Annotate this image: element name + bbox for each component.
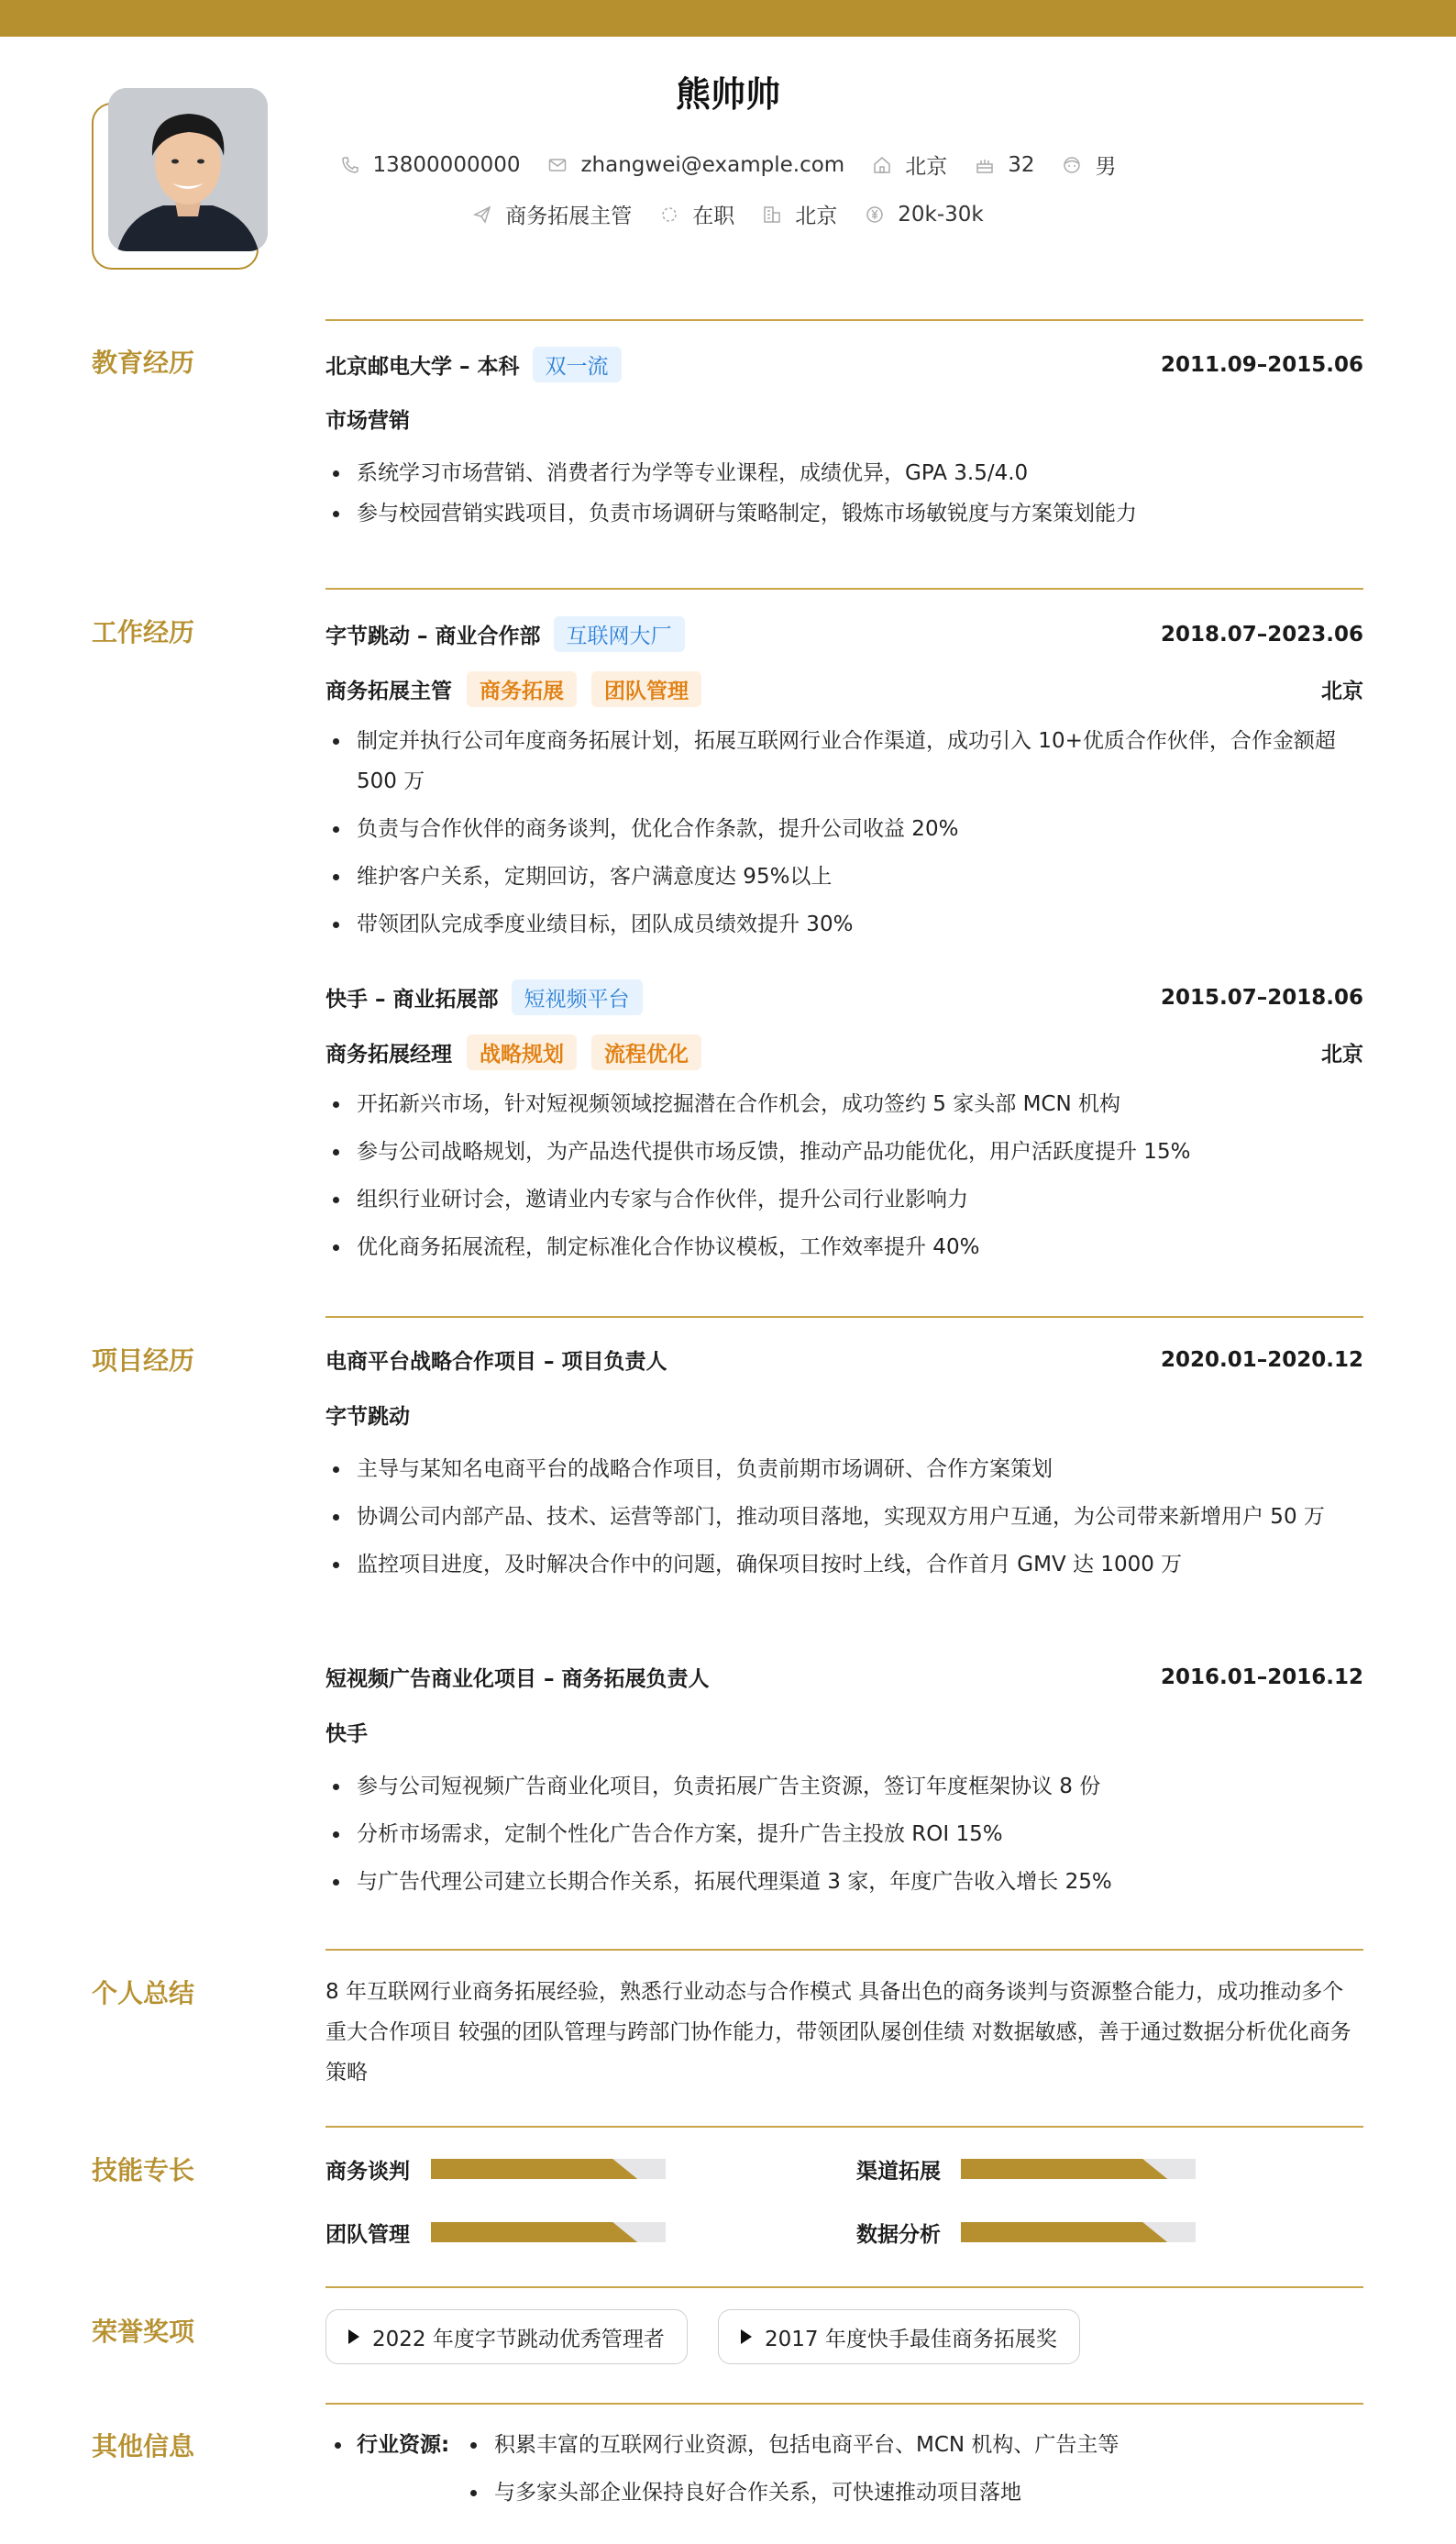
section-divider (325, 1949, 1363, 1951)
skill-fill (431, 2159, 637, 2179)
section-title-summary: 个人总结 (92, 1978, 195, 2008)
gender-item: 男 (1062, 149, 1116, 180)
project-org: 快手 (325, 1722, 368, 1746)
project-period: 2020.01–2020.12 (1160, 1347, 1363, 1372)
list-item: 维护客户关系，定期回访，客户满意度达 95%以上 (325, 857, 1363, 897)
project-header (325, 1662, 1363, 1692)
work-period: 2018.07–2023.06 (1160, 622, 1363, 647)
major: 市场营销 (325, 409, 410, 433)
skill-label: 商务谈判 (325, 2160, 410, 2184)
project-title: 短视频广告商业化项目 – 商务拓展负责人 (325, 1667, 710, 1691)
section-divider (325, 319, 1363, 321)
section-title-education: 教育经历 (92, 348, 195, 378)
other-label: 行业资源: (357, 2433, 450, 2457)
target-city-item: 北京 (762, 199, 837, 229)
list-item: 系统学习市场营销、消费者行为学等专业课程，成绩优异，GPA 3.5/4.0 (325, 453, 1363, 493)
skill-bar (431, 2159, 666, 2179)
section-title-other: 其他信息 (92, 2431, 195, 2461)
education-bullets (325, 453, 1363, 534)
home-icon (872, 155, 892, 175)
list-item: 负责与合作伙伴的商务谈判，优化合作条款，提升公司收益 20% (325, 809, 1363, 849)
role-title: 商务拓展主管 (325, 680, 452, 703)
email-item: zhangwei@example.com (547, 153, 844, 177)
role-tag: 流程优化 (591, 1034, 701, 1070)
school-tag: 双一流 (533, 347, 622, 382)
project-bullets (325, 1766, 1363, 1902)
target-position-item: 商务拓展主管 (472, 199, 632, 229)
list-item: 参与公司战略规划，为产品迭代提供市场反馈，推动产品功能优化，用户活跃度提升 15% (325, 1132, 1363, 1172)
list-item: 与多家头部企业保持良好合作关系，可快速推动项目落地 (463, 2472, 1362, 2513)
section-divider (325, 2126, 1363, 2128)
company-tag: 短视频平台 (512, 979, 643, 1015)
section-title-work: 工作经历 (92, 617, 195, 647)
job-intent-row (0, 199, 1456, 229)
section-divider (325, 2403, 1363, 2405)
role-title: 商务拓展经理 (325, 1043, 452, 1067)
role-tag: 商务拓展 (467, 671, 577, 707)
work-bullets (325, 1084, 1363, 1267)
status-item: 在职 (659, 199, 734, 229)
list-item: 主导与某知名电商平台的战略合作项目，负责前期市场调研、合作方案策划 (325, 1449, 1363, 1489)
project-bullets (325, 1449, 1363, 1585)
skill-fill (961, 2222, 1167, 2242)
skill-label: 团队管理 (325, 2223, 410, 2247)
section-title-skills: 技能专长 (92, 2155, 195, 2185)
bullet-dot (335, 2442, 341, 2449)
role-tag: 战略规划 (467, 1034, 577, 1070)
project-org-row (325, 1717, 1363, 1747)
company-name: 快手 – 商业拓展部 (325, 988, 499, 1012)
school-name: 北京邮电大学 – 本科 (325, 355, 520, 379)
work-role-row (325, 1034, 1363, 1070)
education-major-row (325, 404, 1363, 434)
role-tag: 团队管理 (591, 671, 701, 707)
work-period: 2015.07–2018.06 (1160, 985, 1363, 1010)
section-divider (325, 1316, 1363, 1318)
list-item: 开拓新兴市场，针对短视频领域挖掘潜在合作机会，成功签约 5 家头部 MCN 机构 (325, 1084, 1363, 1124)
candidate-name: 熊帅帅 (675, 74, 780, 115)
person-icon (1062, 155, 1082, 175)
skill-bar (961, 2159, 1196, 2179)
section-title-honors: 荣誉奖项 (92, 2317, 195, 2347)
list-item: 优化商务拓展流程，制定标准化合作协议模板，工作效率提升 40% (325, 1227, 1363, 1267)
project-org: 字节跳动 (325, 1405, 410, 1429)
play-icon (348, 2329, 359, 2344)
list-item: 积累丰富的互联网行业资源，包括电商平台、MCN 机构、广告主等 (463, 2425, 1362, 2465)
list-item: 协调公司内部产品、技术、运营等部门，推动项目落地，实现双方用户互通，为公司带来新增用户 50 万 (325, 1497, 1363, 1537)
education-period: 2011.09–2015.06 (1160, 352, 1363, 377)
company-tag: 互联网大厂 (554, 616, 685, 652)
mail-icon (547, 155, 568, 175)
work-role-row (325, 671, 1363, 707)
skill-fill (431, 2222, 637, 2242)
contact-info-row (0, 149, 1456, 180)
list-item: 制定并执行公司年度商务拓展计划，拓展互联网行业合作渠道，成功引入 10+优质合作伙伴，合作金额超 500 万 (325, 721, 1363, 802)
project-header (325, 1344, 1363, 1375)
project-title: 电商平台战略合作项目 – 项目负责人 (325, 1350, 667, 1374)
phone-icon (340, 155, 360, 175)
location-item: 北京 (872, 149, 947, 180)
top-accent-bar (0, 0, 1456, 37)
skill-label: 渠道拓展 (856, 2160, 941, 2184)
list-item: 参与校园营销实践项目，负责市场调研与策略制定，锻炼市场敏锐度与方案策划能力 (325, 493, 1363, 534)
section-divider (325, 2286, 1363, 2288)
skill-fill (961, 2159, 1167, 2179)
salary-item: 20k-30k (865, 203, 983, 227)
project-period: 2016.01–2016.12 (1160, 1665, 1363, 1689)
work-header (325, 616, 1363, 652)
play-icon (741, 2329, 752, 2344)
work-header (325, 979, 1363, 1015)
age-item: 32 (975, 153, 1034, 177)
list-item: 分析市场需求，定制个性化广告合作方案，提升广告主投放 ROI 15% (325, 1814, 1363, 1854)
list-item: 监控项目进度，及时解决合作中的问题，确保项目按时上线，合作首月 GMV 达 1000 万 (325, 1544, 1363, 1585)
loading-icon (659, 205, 679, 225)
list-item: 参与公司短视频广告商业化项目，负责拓展广告主资源，签订年度框架协议 8 份 (325, 1766, 1363, 1807)
project-org-row (325, 1399, 1363, 1430)
list-item: 与广告代理公司建立长期合作关系，拓展代理渠道 3 家，年度广告收入增长 25% (325, 1862, 1363, 1902)
company-name: 字节跳动 – 商业合作部 (325, 625, 541, 648)
send-icon (472, 205, 492, 225)
skill-bar (961, 2222, 1196, 2242)
section-divider (325, 588, 1363, 590)
work-city: 北京 (1321, 1043, 1363, 1067)
cake-icon (975, 155, 995, 175)
other-bullets (463, 2425, 1362, 2513)
list-item: 组织行业研讨会，邀请业内专家与合作伙伴，提升公司行业影响力 (325, 1179, 1363, 1220)
award-badge: 2017 年度快手最佳商务拓展奖 (718, 2309, 1080, 2364)
section-title-projects: 项目经历 (92, 1345, 195, 1376)
education-header (325, 347, 1363, 382)
yuan-icon (865, 205, 885, 225)
list-item: 带领团队完成季度业绩目标，团队成员绩效提升 30% (325, 904, 1363, 945)
skill-label: 数据分析 (856, 2223, 941, 2247)
building-icon (762, 205, 782, 225)
phone-item: 13800000000 (340, 153, 521, 177)
work-city: 北京 (1321, 680, 1363, 703)
skill-bar (431, 2222, 666, 2242)
work-bullets (325, 721, 1363, 945)
award-badge: 2022 年度字节跳动优秀管理者 (325, 2309, 688, 2364)
summary-text: 8 年互联网行业商务拓展经验，熟悉行业动态与合作模式 具备出色的商务谈判与资源整合能力，成功推动多个重大合作项目 较强的团队管理与跨部门协作能力，带领团队屡创佳绩 对数据敏感，善于通过数据分析优化商务策略 (325, 1980, 1351, 2085)
